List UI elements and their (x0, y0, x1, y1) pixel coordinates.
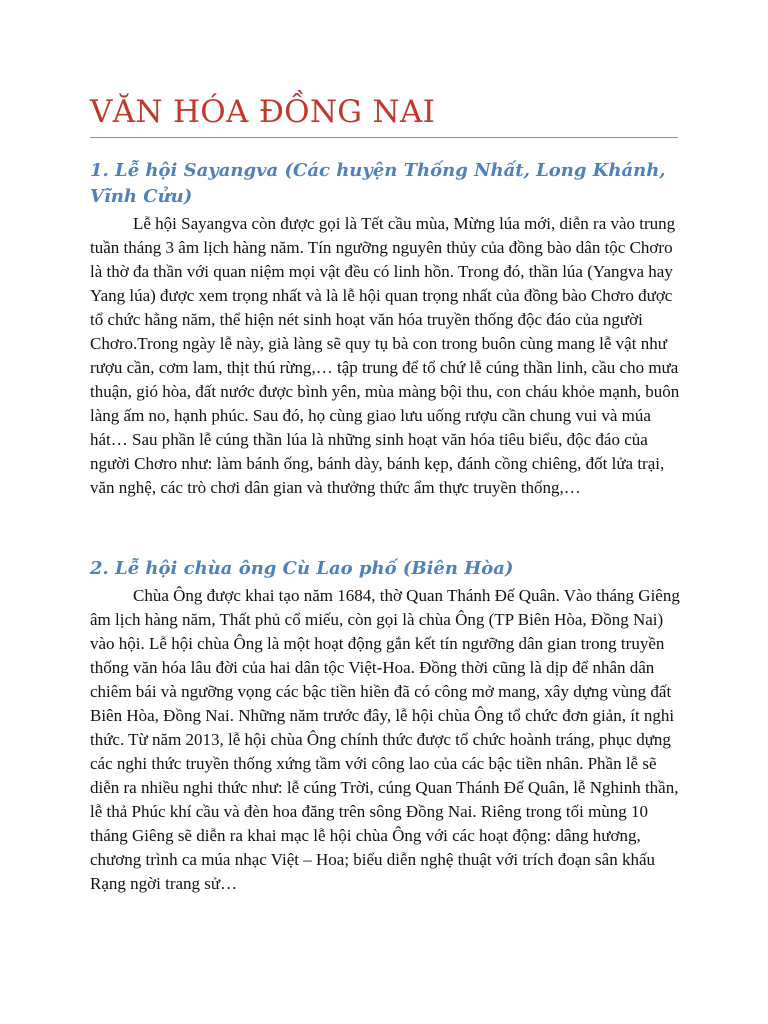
section-body-1: Lễ hội Sayangva còn được gọi là Tết cầu mùa, Mừng lúa mới, diễn ra vào trung tuần tháng 3 âm lịch hàng năm. Tín ngưỡng nguyên thủy của đồng bào dân tộc Chơro là thờ đa thần với quan niệm mọi vật đều có linh hồn. Trong đó, thần lúa (Yangva hay Yang lúa) được xem trọng nhất và là lễ hội quan trọng nhất của đồng bào Chơro được tổ chức hằng năm, thể hiện nét sinh hoạt văn hóa truyền thống độc đáo của người Chơro.Trong ngày lễ này, già làng sẽ quy tụ bà con trong buôn cùng mang lễ vật như rượu cần, cơm lam, thịt thú rừng,… tập trung để tổ chứ lễ cúng thần linh, cầu cho mưa thuận, gió hòa, đất nước được bình yên, mùa màng bội thu, con cháu khỏe mạnh, buôn làng ấm no, hạnh phúc. Sau đó, họ cùng giao lưu uống rượu cần chung vui và múa hát… Sau phần lễ cúng thần lúa là những sinh hoạt văn hóa tiêu biểu, độc đáo của người Chơro như: làm bánh ống, bánh dày, bánh kẹp, đánh cồng chiêng, đốt lửa trại, văn nghệ, các trò chơi dân gian và thưởng thức ẩm thực truyền thống,… (90, 214, 680, 497)
page-title: VĂN HÓA ĐỒNG NAI (90, 94, 436, 130)
section-heading-1: 1. Lễ hội Sayangva (Các huyện Thống Nhất, Long Khánh, Vĩnh Cửu) (90, 160, 666, 207)
section-heading-2: 2. Lễ hội chùa ông Cù Lao phố (Biên Hòa) (90, 558, 514, 579)
section-body-2: Chùa Ông được khai tạo năm 1684, thờ Quan Thánh Đế Quân. Vào tháng Giêng âm lịch hàng năm, Thất phủ cổ miếu, còn gọi là chùa Ông (TP Biên Hòa, Đồng Nai) vào hội. Lễ hội chùa Ông là một hoạt động gắn kết tín ngưỡng dân gian trong truyền thống văn hóa lâu đời của hai dân tộc Việt-Hoa. Đồng thời cũng là dịp để nhân dân chiêm bái và ngưỡng vọng các bậc tiền hiền đã có công mở mang, xây dựng vùng đất Biên Hòa, Đồng Nai. Những năm trước đây, lễ hội chùa Ông tổ chức đơn giản, ít nghi thức. Từ năm 2013, lễ hội chùa Ông chính thức được tổ chức hoành tráng, phục dựng các nghi thức truyền thống xứng tầm với công lao của các bậc tiền nhân. Phần lễ sẽ diễn ra nhiều nghi thức như: lễ cúng Trời, cúng Quan Thánh Đế Quân, lễ Nghinh thần, lễ thả Phúc khí cầu và đèn hoa đăng trên sông Đồng Nai. Riêng trong tối mùng 10 tháng Giêng sẽ diễn ra khai mạc lễ hội chùa Ông với các hoạt động: dâng hương, chương trình ca múa nhạc Việt – Hoa; biểu diễn nghệ thuật với trích đoạn sân khấu Rạng ngời trang sử… (90, 586, 680, 893)
title-underline-rule (90, 137, 678, 138)
